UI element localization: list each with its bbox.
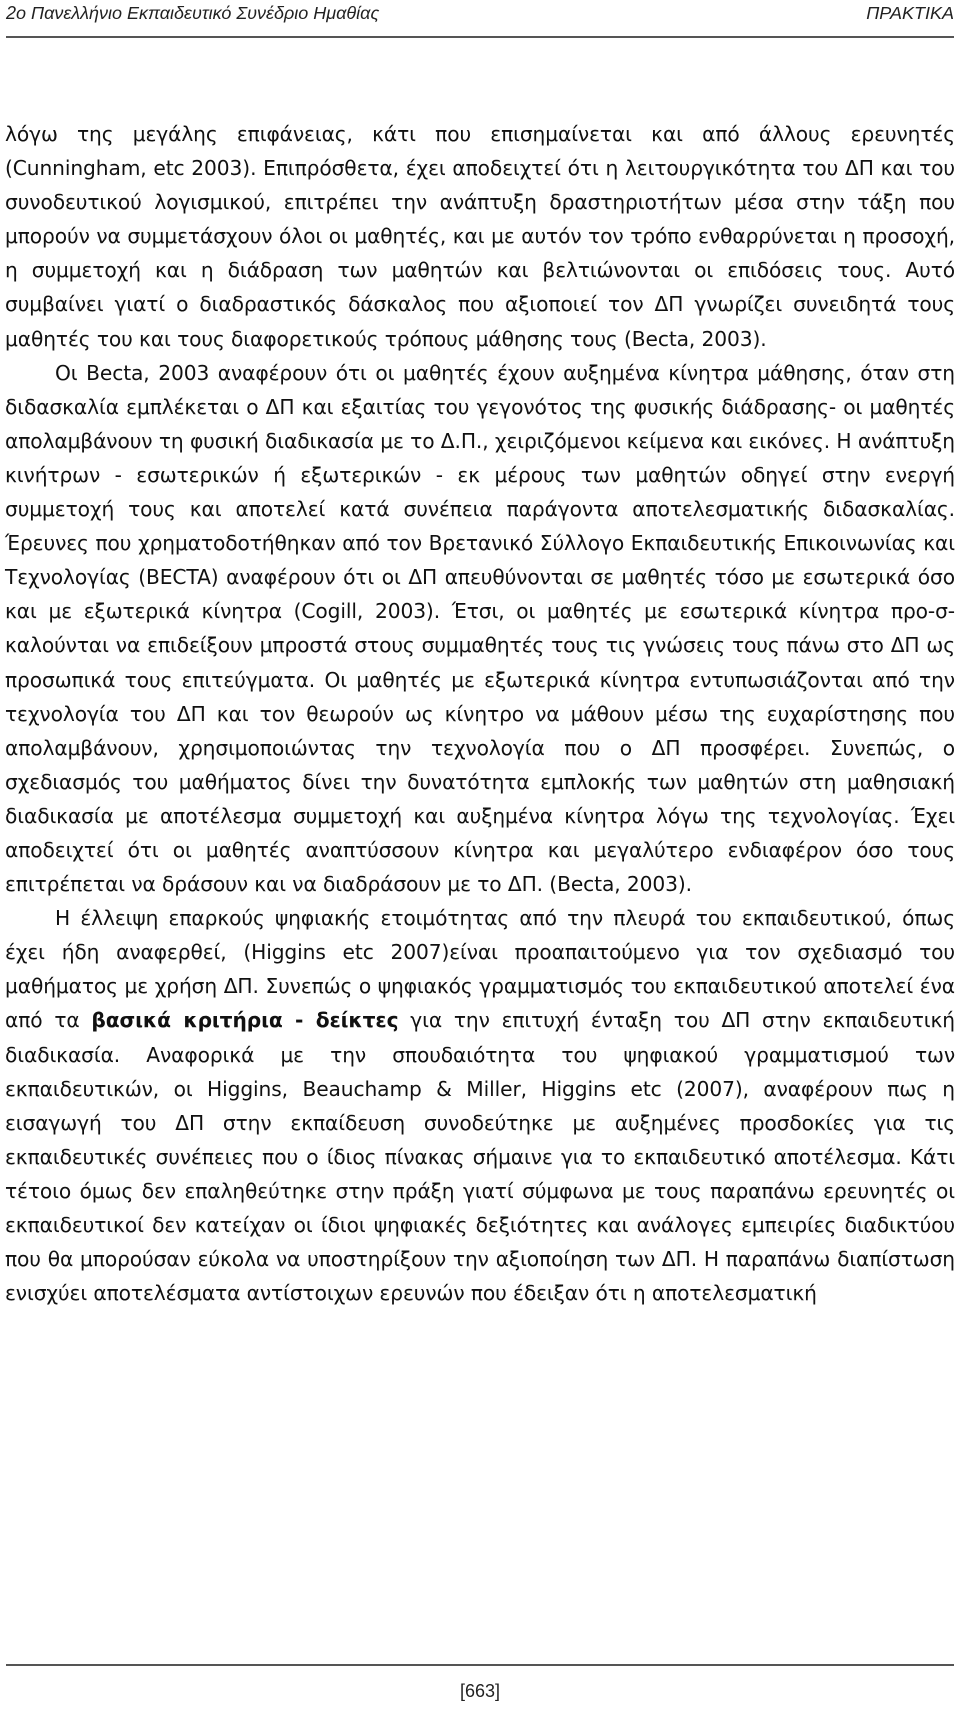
bold-dash: -: [282, 1008, 316, 1033]
conference-title: 2ο Πανελλήνιο Εκπαιδευτικό Συνέδριο Ημαθίας: [6, 3, 380, 23]
paragraph-text-end: για την επιτυχή ένταξη του ΔΠ στην εκπαιδευτική διαδικασία. Αναφορικά με την σπουδαιότητα του ψηφιακού γραμματισμού των εκπαιδευτικών, οι Higgins, Beauchamp & Miller, Higgins etc (2007), αναφέρουν πως η εισαγωγή του ΔΠ στην εκπαίδευση συνοδεύτηκε με αυξημένες προσδοκίες για τις εκπαιδευτικές συνέπειες που ο ίδιος πίνακας σήμαινε για το εκπαιδευτικό αποτέλεσμα. Κάτι τέτοιο όμως δεν επαληθεύτηκε στην πράξη γιατί σύμφωνα με τους παραπάνω ερευνητές οι εκπαιδευτικοί δεν κατείχαν οι ίδιοι ψηφιακές δεξιότητες και ανάλογες εμπειρίες διαδικτύου που θα μπορούσαν εύκολα να υποστηρίξουν την αξιοποίηση των ΔΠ. Η παραπάνω διαπίστωση ενισχύει αποτελέσματα αντίστοιχων ερευνών που έδειξαν ότι η αποτελεσματική: [5, 1008, 955, 1306]
paragraph-text-start: Η έλλειψη επαρκούς ψηφιακής ετοιμότητας από την πλευρά του εκπαιδευτικού, όπως έχει ήδη αναφερθεί, (Higgins etc 2007)είναι προαπαιτούμενο για τον σχεδιασμό του μαθήματος με χρήση ΔΠ. Συνεπώς ο ψηφιακός γραμματισμός του εκπαιδευτικού αποτελεί ένα από τα: [5, 906, 955, 1033]
footer-divider: [6, 1664, 954, 1666]
page-number: [663]: [459, 1681, 501, 1701]
paragraph-digital-literacy: [5, 901, 955, 1310]
running-header: [6, 0, 954, 28]
page-body: [5, 117, 955, 1310]
paragraph-continued: λόγω της μεγάλης επιφάνειας, κάτι που επισημαίνεται και από άλλους ερευνητές (Cunningham, etc 2003). Επιπρόσθετα, έχει αποδειχτεί ότι η λειτουργικότητα του ΔΠ και του συνοδευτικού λογισμικού, επιτρέπει την ανάπτυξη δραστηριοτήτων μέσα στην τάξη που μπορούν να συμμετάσχουν όλοι οι μαθητές, και με αυτόν τον τρόπο ενθαρρύνεται η προσοχή, η συμμετοχή και η διάδραση των μαθητών και βελτιώνονται οι επιδόσεις τους. Αυτό συμβαίνει γιατί ο διαδραστικός δάσκαλος που αξιοποιεί τον ΔΠ γνωρίζει συνειδητά τους μαθητές του και τους διαφορετικούς τρόπους μάθησης τους (Becta, 2003).: [5, 122, 955, 351]
paragraph-becta-motivation: Οι Becta, 2003 αναφέρουν ότι οι μαθητές έχουν αυξημένα κίνητρα μάθησης, όταν στη διδασκαλία εμπλέκεται ο ΔΠ και εξαιτίας του γεγονότος της φυσικής διάδρασης- οι μαθητές απολαμβάνουν τη φυσική διαδικασία με το Δ.Π., χειριζόμενοι κείμενα και εικόνες. Η ανάπτυξη κινήτρων - εσωτερικών ή εξωτερικών - εκ μέρους των μαθητών οδηγεί στην ενεργή συμμετοχή τους και αποτελεί κατά συνέπεια παράγοντα αποτελεσματικής διδασκαλίας. Έρευνες που χρηματοδοτήθηκαν από τον Βρετανικό Σύλλογο Εκπαιδευτικής Επικοινωνίας και Τεχνολογίας (BECTA) αναφέρουν ότι οι ΔΠ απευθύνονται σε μαθητές τόσο με εσωτερικά όσο και με εξωτερικά κίνητρα (Cogill, 2003). Έτσι, οι μαθητές με εσωτερικά κίνητρα προ-σ-καλούνται να επιδείξουν μπροστά στους συμμαθητές τους τις γνώσεις τους πάνω στο ΔΠ ως προσωπικά τους επιτεύγματα. Οι μαθητές με εξωτερικά κίνητρα εντυπωσιάζονται από την τεχνολογία του ΔΠ και τον θεωρούν ως κίνητρο να μάθουν μέσω της ευχαρίστησης που απολαμβάνουν, χρησιμοποιώντας την τεχνολογία που ο ΔΠ προσφέρει. Συνεπώς, ο σχεδιασμός του μαθήματος δίνει την δυνατότητα εμπλοκής των μαθητών στη μαθησιακή διαδικασία με αποτέλεσμα συμμετοχή και αυξημένα κίνητρα λόγω της τεχνολογίας. Έχει αποδειχτεί ότι οι μαθητές αναπτύσσουν κίνητρα και μεγαλύτερο ενδιαφέρον όσο τους επιτρέπεται να δράσουν και να διαδράσουν με το ΔΠ. (Becta, 2003).: [5, 360, 955, 897]
bold-term-criteria: βασικά κριτήρια: [91, 1008, 283, 1033]
proceedings-label: ΠΡΑΚΤΙΚΑ: [866, 3, 954, 23]
bold-term-indicators: δείκτες: [315, 1008, 399, 1033]
header-divider: [6, 36, 954, 38]
